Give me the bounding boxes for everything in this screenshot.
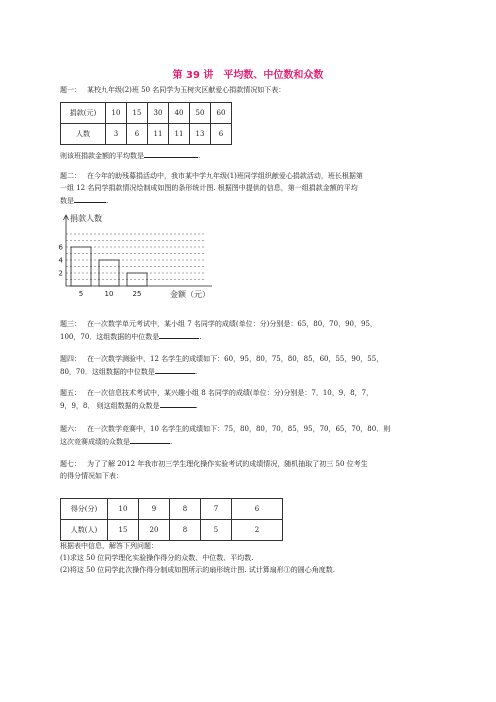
x-tick-label: 10 [104, 290, 114, 298]
q7-row1-head: 得分(分) [61, 499, 108, 520]
q7-cell: 8 [170, 499, 201, 520]
q3-line1-text: 在一次数学单元考试中，某小组 7 名同学的成绩(单位：分)分别是：65，80，70，90，95， [87, 320, 377, 328]
q1-cell: 15 [127, 103, 148, 124]
q1-cell: 60 [211, 103, 232, 124]
q6-text [60, 423, 440, 448]
q7-cell: 6 [232, 499, 283, 520]
x-tick-label: 25 [132, 290, 142, 298]
q7-cell: 9 [139, 499, 170, 520]
q1-row1-head: 捐款(元) [61, 103, 106, 124]
q2-line3 [60, 194, 440, 207]
q5-answer-blank[interactable] [160, 399, 196, 408]
q7-after: 根据表中信息，解答下列问题： [60, 542, 158, 550]
q1-cell: 10 [106, 103, 127, 124]
q2-bar-chart [52, 212, 222, 304]
q7-cell: 2 [232, 520, 283, 541]
q6-answer-blank[interactable] [130, 435, 173, 446]
q7-cell: 15 [108, 520, 139, 541]
period: . [198, 152, 201, 160]
q2-label: 题二： [60, 172, 81, 180]
q7-cell: 5 [201, 520, 232, 541]
q1-table [60, 102, 232, 145]
q2-line3-text: 数是 [60, 197, 74, 205]
q7-cell: 20 [139, 520, 170, 541]
q1-cell: 50 [190, 103, 211, 124]
q7-table [60, 498, 283, 541]
q1-cell: 30 [148, 103, 169, 124]
q1-cell: 13 [190, 124, 211, 145]
y-axis-title: 捐款人数 [70, 214, 102, 223]
q7-cell: 7 [201, 499, 232, 520]
q1-question [60, 149, 440, 162]
q2-line2: 一组 12 名同学捐款情况绘制成如图的条形统计图. 根据图中提供的信息，第一组捐款金额的平均 [60, 184, 358, 192]
q4-line1 [60, 353, 440, 365]
period: . [195, 402, 198, 410]
x-axis-title: 金额（元） [170, 290, 210, 299]
period: . [199, 333, 202, 341]
q7-line2: 的得分情况如下表： [60, 472, 123, 480]
q5-text [60, 387, 440, 412]
q4-line2-text: 80，70．这组数据的中位数是 [60, 368, 155, 376]
q7-table-row [61, 520, 283, 541]
q7-followup [60, 540, 440, 576]
q5-label: 题五： [60, 389, 81, 397]
q7-label: 题七： [60, 460, 81, 468]
q7-cell: 10 [108, 499, 139, 520]
period: . [106, 197, 109, 205]
q1-cell: 40 [169, 103, 190, 124]
q1-cell: 11 [148, 124, 169, 145]
q1-table-row [61, 124, 232, 145]
q6-line2-text: 这次竞赛成绩的众数是 [60, 438, 130, 446]
y-tick-label: 2 [58, 269, 63, 278]
q1-cell: 11 [169, 124, 190, 145]
q3-line1 [60, 318, 440, 330]
q7-sub1: (1)求这 50 位同学理化实验操作得分的众数、中位数、平均数. [60, 554, 254, 562]
q3-line2-text: 100，70．这组数据的中位数是 [60, 333, 160, 341]
q1-intro [60, 84, 440, 96]
q5-line2-text: 9，9，8． 则这组数据的众数是 [60, 402, 160, 410]
q4-text [60, 353, 440, 378]
q1-label: 题一： [60, 86, 81, 94]
q6-line1 [60, 423, 440, 435]
q3-label: 题三： [60, 320, 81, 328]
q5-line1 [60, 387, 440, 399]
q6-line2 [60, 435, 440, 448]
y-tick-label: 6 [58, 243, 63, 252]
q3-text [60, 318, 440, 343]
q6-line1-text: 在一次数学竞赛中，10 名学生的成绩如下：75，80，80，70，85，95，70，65，70，80．则 [87, 425, 391, 433]
q2-line1 [60, 170, 440, 182]
q7-row2-head: 人数(人) [61, 520, 108, 541]
q1-cell: 6 [127, 124, 148, 145]
q7-text [60, 458, 440, 482]
q1-cell: 6 [211, 124, 232, 145]
q4-answer-blank[interactable] [155, 365, 198, 376]
q1-question-text: 则该班捐款金额的平均数是 [60, 152, 144, 160]
x-tick-label: 5 [78, 290, 84, 298]
q1-row2-head: 人数 [61, 124, 106, 145]
page-title: 第 39 讲 平均数、中位数和众数 [172, 70, 324, 81]
q7-line1 [60, 458, 440, 470]
q5-line1-text: 在一次信息技术考试中，某兴趣小组 8 名同学的成绩(单位：分)分别是：7，10，9，8，7， [87, 389, 374, 397]
q2-line1-text: 在今年的助残募捐活动中，我市某中学九年级(1)班同学组织献爱心捐款活动，班长根据第 [87, 172, 363, 180]
q6-label: 题六： [60, 425, 81, 433]
q4-label: 题四： [60, 355, 81, 363]
q1-table-row [61, 103, 232, 124]
q3-line2 [60, 330, 440, 343]
q3-answer-blank[interactable] [159, 330, 202, 341]
q7-line1-text: 为了了解 2012 年我市初三学生理化操作实验考试的成绩情况，随机抽取了初三 50 位考生 [87, 460, 368, 468]
q5-line2 [60, 399, 440, 412]
q1-cell: 3 [106, 124, 127, 145]
period: . [194, 368, 198, 376]
q4-line2 [60, 365, 440, 378]
q4-line1-text: 在一次数学测验中，12 名学生的成绩如下：60，95，80，75，80，85，60，55，90，55， [87, 355, 384, 363]
y-tick-label: 4 [58, 256, 63, 265]
period: . [170, 438, 173, 446]
q2-answer-blank[interactable] [74, 194, 109, 205]
q7-cell: 8 [170, 520, 201, 541]
q7-sub2: (2)将这 50 位同学此次操作得分制成如图所示的扇形统计图. 试计算扇形①的圆心角度数. [60, 566, 335, 574]
q7-table-row [61, 499, 283, 520]
q2-text [60, 170, 440, 207]
q1-text: 某校九年级(2)班 50 名同学为玉树灾区献爱心捐款情况如下表： [87, 86, 286, 94]
q1-answer-blank[interactable] [144, 149, 201, 160]
